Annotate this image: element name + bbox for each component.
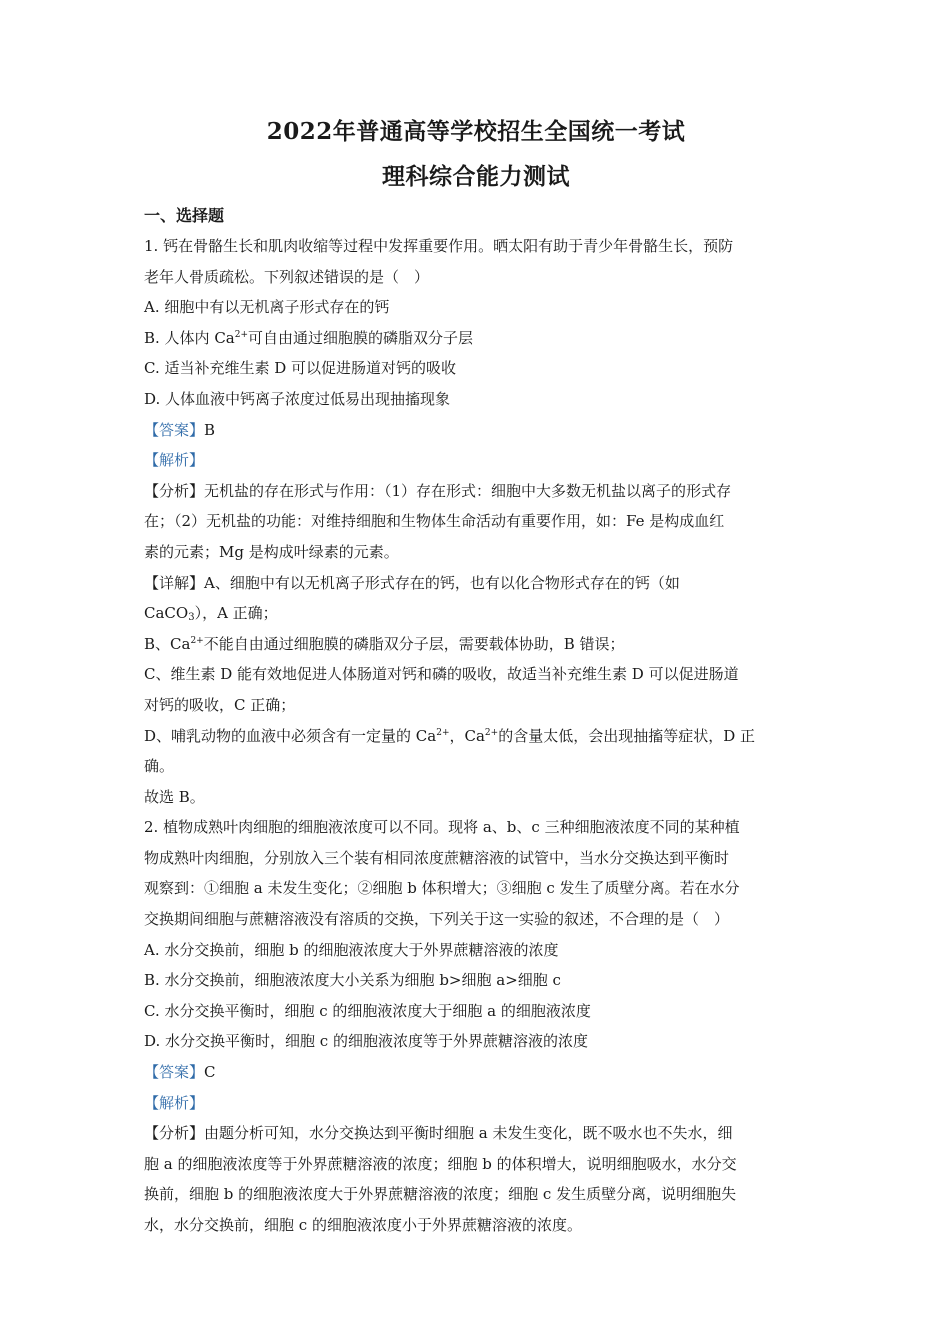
q1-xiangjie-d-line-1 xyxy=(144,721,808,752)
q1-conclusion: 故选 B。 xyxy=(144,787,205,806)
q2-fenxi-line-1 xyxy=(144,1118,808,1149)
q2-answer-tag: 【答案】 xyxy=(144,1063,205,1082)
q1-option-b-text: B. 人体内 Ca xyxy=(144,328,235,347)
q1-stem-line-2: 老年人骨质疏松。下列叙述错误的是（ ） xyxy=(144,267,430,286)
q2-fenxi-line-2: 胞 a 的细胞液浓度等于外界蔗糖溶液的浓度；细胞 b 的体积增大，说明细胞吸水，水分交 xyxy=(144,1154,737,1173)
q1-fenxi-line-2: 在；（2）无机盐的功能：对维持细胞和生物体生命活动有重要作用，如：Fe 是构成血红 xyxy=(144,512,725,531)
q1-stem-line-1: 1. 钙在骨骼生长和肌肉收缩等过程中发挥重要作用。晒太阳有助于青少年骨骼生长，预防 xyxy=(144,237,734,255)
q1-xiangjie-a-sub: 3 xyxy=(188,612,195,624)
q1-xiangjie-a-formula: CaCO xyxy=(144,604,189,623)
q2-stem-line-3: 观察到：①细胞 a 未发生变化；②细胞 b 体积增大；③细胞 c 发生了质壁分离。若在水分 xyxy=(144,879,740,898)
q1-option-d: D. 人体血液中钙离子浓度过低易出现抽搐现象 xyxy=(144,389,451,408)
q2-stem-line-2: 物成熟叶肉细胞，分别放入三个装有相同浓度蔗糖溶液的试管中，当水分交换达到平衡时 xyxy=(144,848,730,867)
q1-answer-value: B xyxy=(204,420,216,439)
q2-analysis-tag: 【解析】 xyxy=(144,1093,205,1112)
q1-fenxi-line-3: 素的元素；Mg 是构成叶绿素的元素。 xyxy=(144,542,399,561)
exam-title: 2022年普通高等学校招生全国统一考试 xyxy=(266,118,686,145)
q1-xiangjie-line-1 xyxy=(144,568,808,599)
q1-xiangjie-tag: 【详解】 xyxy=(144,573,205,592)
q1-xiangjie-d-line-2: 确。 xyxy=(144,757,175,776)
q2-answer xyxy=(144,1057,808,1088)
q2-stem-line-1: 2. 植物成熟叶肉细胞的细胞液浓度可以不同。现将 a、b、c 三种细胞液浓度不同的某种植 xyxy=(144,818,740,837)
q1-option-a: A. 细胞中有以无机离子形式存在的钙 xyxy=(144,298,390,317)
q2-option-a: A. 水分交换前，细胞 b 的细胞液浓度大于外界蔗糖溶液的浓度 xyxy=(144,940,559,959)
q1-xiangjie-b-sup: 2+ xyxy=(190,635,204,646)
q2-stem-line-4: 交换期间细胞与蔗糖溶液没有溶质的交换，下列关于这一实验的叙述，不合理的是（ ） xyxy=(144,910,730,929)
q1-option-c: C. 适当补充维生素 D 可以促进肠道对钙的吸收 xyxy=(144,359,457,378)
q1-fenxi-tag: 【分析】 xyxy=(144,481,205,500)
q1-analysis-tag: 【解析】 xyxy=(144,451,205,470)
q2-fenxi-line-3: 换前，细胞 b 的细胞液浓度大于外界蔗糖溶液的浓度；细胞 c 发生质壁分离，说明细胞失 xyxy=(144,1185,737,1204)
exam-page xyxy=(144,112,808,1241)
q1-xiangjie-a-post: ），A 正确； xyxy=(194,604,278,623)
q2-answer-value: C xyxy=(204,1063,216,1082)
q2-fenxi-text: 由题分析可知，水分交换达到平衡时细胞 a 未发生变化，既不吸水也不失水，细 xyxy=(204,1124,733,1143)
question-1 xyxy=(144,231,808,812)
q1-answer xyxy=(144,415,808,446)
q2-option-b: B. 水分交换前，细胞液浓度大小关系为细胞 b>细胞 a>细胞 c xyxy=(144,971,561,990)
q1-xiangjie-d-sup-2: 2+ xyxy=(484,727,499,738)
q1-xiangjie-c-line-2: 对钙的吸收，C 正确； xyxy=(144,695,296,714)
q1-option-b-sup: 2+ xyxy=(234,329,249,340)
q1-xiangjie-b xyxy=(144,629,808,660)
q1-option-b-text-2: 可自由通过细胞膜的磷脂双分子层 xyxy=(248,328,474,347)
q1-fenxi-line-1 xyxy=(144,476,808,507)
q1-xiangjie-line-2 xyxy=(144,598,808,629)
q1-xiangjie-a-text: A、细胞中有以无机离子形式存在的钙，也有以化合物形式存在的钙（如 xyxy=(204,573,680,592)
q1-xiangjie-b-post: 不能自由通过细胞膜的磷脂双分子层，需要载体协助，B 错误； xyxy=(203,634,625,653)
q1-xiangjie-d-post: 的含量太低，会出现抽搐等症状，D 正 xyxy=(498,726,755,745)
q1-xiangjie-d-pre: D、哺乳动物的血液中必须含有一定量的 Ca xyxy=(144,726,437,745)
q2-option-d: D. 水分交换平衡时，细胞 c 的细胞液浓度等于外界蔗糖溶液的浓度 xyxy=(144,1032,588,1051)
q1-xiangjie-d-sup-1: 2+ xyxy=(436,727,450,738)
q1-xiangjie-c-line-1: C、维生素 D 能有效地促进人体肠道对钙和磷的吸收，故适当补充维生素 D 可以促进肠道 xyxy=(144,665,739,684)
q1-option-b xyxy=(144,323,808,354)
q1-fenxi-text: 无机盐的存在形式与作用：（1）存在形式：细胞中大多数无机盐以离子的形式存 xyxy=(204,481,732,500)
q2-option-c: C. 水分交换平衡时，细胞 c 的细胞液浓度大于细胞 a 的细胞液浓度 xyxy=(144,1001,591,1020)
q1-xiangjie-d-mid: ，Ca xyxy=(449,726,485,745)
q2-fenxi-tag: 【分析】 xyxy=(144,1124,205,1143)
q1-answer-tag: 【答案】 xyxy=(144,420,205,439)
question-2 xyxy=(144,812,808,1240)
section-heading: 一、选择题 xyxy=(144,206,225,225)
q1-xiangjie-b-pre: B、Ca xyxy=(144,634,191,653)
q2-fenxi-line-4: 水，水分交换前，细胞 c 的细胞液浓度小于外界蔗糖溶液的浓度。 xyxy=(144,1216,582,1234)
exam-subtitle: 理科综合能力测试 xyxy=(382,163,570,190)
